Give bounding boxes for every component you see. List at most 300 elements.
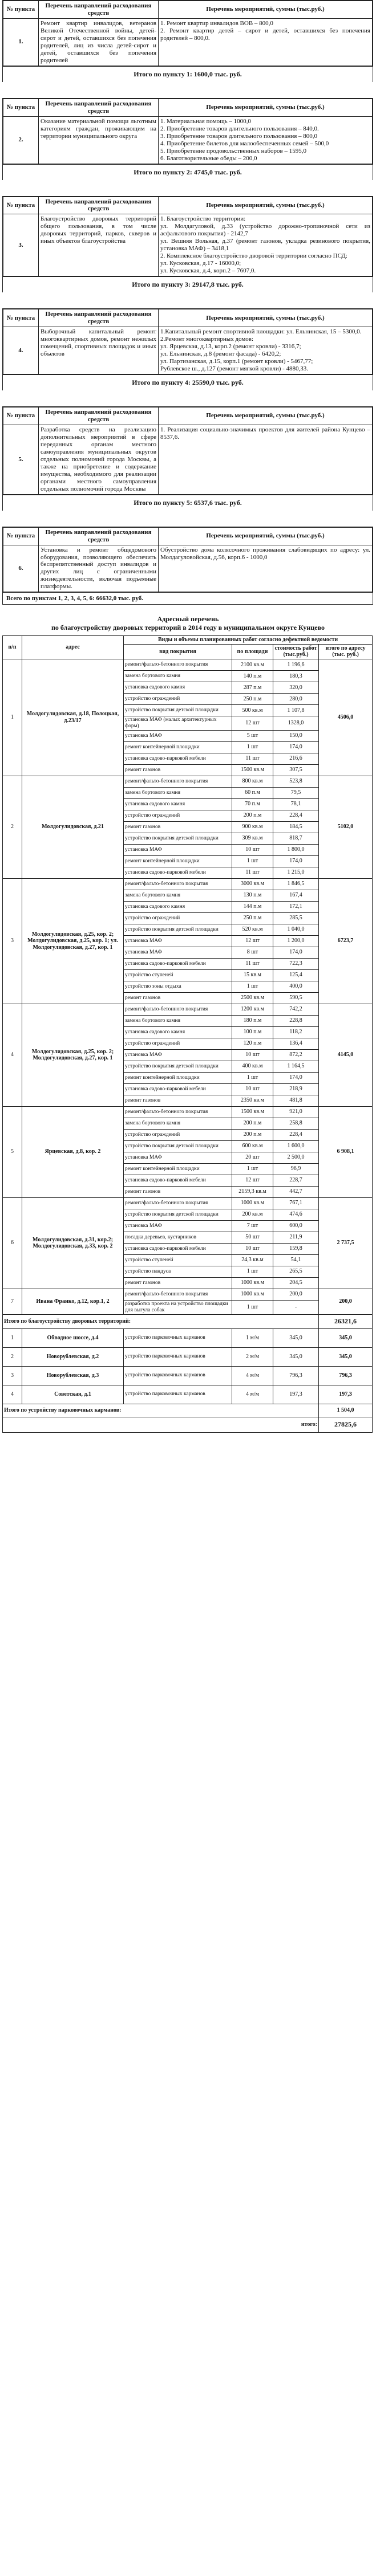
work-type: устройство ограждений — [124, 693, 232, 704]
work-qty: 11 шт — [232, 753, 273, 764]
work-cost: 150,0 — [273, 730, 319, 741]
work-qty: 15 кв.м — [232, 969, 273, 981]
work-cost: 228,7 — [273, 1175, 319, 1186]
work-qty: 10 шт — [232, 1049, 273, 1061]
work-type: устройство ограждений — [124, 912, 232, 924]
address-work-row — [3, 1197, 373, 1209]
parking-work: устройство парковочных карманов — [124, 1385, 232, 1404]
work-cost: 1 040,0 — [273, 924, 319, 935]
work-type: устройство покрытия детской площадки — [124, 704, 232, 716]
work-qty: 200 кв.м — [232, 1209, 273, 1220]
parking-row — [3, 1328, 373, 1347]
address-table — [2, 635, 373, 1432]
work-type: ремонт/фальто-бетонного покрытия — [124, 1197, 232, 1209]
col-group: Виды и объемы планированных работ согласно дефектной ведомости — [124, 636, 373, 645]
work-type: ремонт газонов — [124, 1095, 232, 1106]
address-title-line1: Адресный перечень — [157, 615, 219, 623]
measure-item: 2.Ремонт многоквартирных домов: — [160, 336, 254, 343]
row-total: 6723,7 — [319, 878, 373, 1004]
work-cost: 136,4 — [273, 1038, 319, 1049]
section-measures — [159, 18, 373, 66]
work-qty: 1 шт — [232, 981, 273, 992]
head-direction: Перечень направлений расходования средств — [39, 99, 159, 116]
work-qty: 2159,3 кв.м — [232, 1186, 273, 1197]
row-number: 7 — [3, 1289, 22, 1314]
section-measures — [159, 214, 373, 276]
parking-work: устройство парковочных карманов — [124, 1328, 232, 1347]
work-qty: 2100 кв.м — [232, 659, 273, 670]
work-type: ремонт/фальто-бетонного покрытия — [124, 1004, 232, 1015]
row-number: 6 — [3, 1197, 22, 1289]
head-no: № пункта — [3, 197, 39, 214]
measure-item: ул. Кусковская, д.17 - 16000,0; — [160, 260, 241, 267]
work-qty: 200 п.м — [232, 1129, 273, 1140]
measure-item: 4. Приобретение билетов для малообеспеченных семей – 500,0 — [160, 140, 329, 147]
work-cost: 174,0 — [273, 855, 319, 867]
address-work-row — [3, 1106, 373, 1118]
work-type: устройство ступеней — [124, 969, 232, 981]
head-no: № пункта — [3, 407, 39, 425]
row-total: 5102,0 — [319, 776, 373, 878]
work-cost: 474,6 — [273, 1209, 319, 1220]
work-qty: 520 кв.м — [232, 924, 273, 935]
work-type: устройство покрытия детской площадки — [124, 924, 232, 935]
work-type: устройство ограждений — [124, 810, 232, 821]
work-type: устройство ограждений — [124, 1038, 232, 1049]
work-cost: 216,6 — [273, 753, 319, 764]
section-measures — [159, 116, 373, 164]
work-qty: 10 шт — [232, 1083, 273, 1095]
section-measures — [159, 545, 373, 592]
measure-item: 1. Благоустройство территории: — [160, 215, 246, 223]
work-cost: - — [273, 1300, 319, 1314]
head-measures: Перечень мероприятий, суммы (тыс.руб.) — [159, 1, 373, 19]
work-qty: 3000 кв.м — [232, 878, 273, 890]
work-cost: 722,3 — [273, 958, 319, 969]
work-cost: 872,2 — [273, 1049, 319, 1061]
work-cost: 218,9 — [273, 1083, 319, 1095]
work-type: установка садового камня — [124, 1026, 232, 1038]
work-cost: 184,5 — [273, 821, 319, 833]
work-qty: 2350 кв.м — [232, 1095, 273, 1106]
parking-row — [3, 1385, 373, 1404]
work-cost: 523,8 — [273, 776, 319, 787]
work-type: установка МАФ — [124, 844, 232, 855]
work-qty: 8 шт — [232, 947, 273, 958]
work-type: устройство зоны отдыха — [124, 981, 232, 992]
parking-cost: 197,3 — [273, 1385, 319, 1404]
row-number: 4 — [3, 1004, 22, 1106]
row-total: 2 737,5 — [319, 1197, 373, 1289]
col-work: вид покрытия — [124, 644, 232, 659]
work-cost: 174,0 — [273, 947, 319, 958]
work-cost: 96,9 — [273, 1163, 319, 1175]
parking-total: 345,0 — [319, 1347, 373, 1366]
section-number: 3. — [3, 214, 39, 276]
head-no: № пункта — [3, 99, 39, 116]
work-type: установка садово-парковой мебели — [124, 1083, 232, 1095]
head-no: № пункта — [3, 527, 39, 545]
head-no: № пункта — [3, 309, 39, 327]
parking-total-value: 1 504,0 — [319, 1404, 373, 1417]
measure-item: 1. Материальная помощь – 1000,0 — [160, 117, 251, 125]
work-qty: 1 шт — [232, 1266, 273, 1277]
work-qty: 70 п.м — [232, 798, 273, 810]
measure-item: 6. Благотворительные обеды – 200,0 — [160, 154, 257, 162]
measure-item: ул. Молдагуловой, д.33 (устройство дорожно-тропиночной сети из асфальтового покрытия) - 2142,7 — [160, 223, 370, 238]
measure-item: 3. Приобретение товаров длительного пользования – 800,0 — [160, 132, 318, 140]
work-qty: 200 п.м — [232, 1118, 273, 1129]
work-type: ремонт/фальто-бетонного покрытия — [124, 1106, 232, 1118]
work-cost: 167,4 — [273, 890, 319, 901]
work-type: устройство покрытия детской площадки — [124, 833, 232, 844]
work-cost: 285,5 — [273, 912, 319, 924]
row-total: 6 908,1 — [319, 1106, 373, 1197]
work-qty: 180 п.м — [232, 1015, 273, 1026]
head-measures: Перечень мероприятий, суммы (тыс.руб.) — [159, 99, 373, 116]
work-type: ремонт/фальто-бетонного покрытия — [124, 1289, 232, 1300]
work-cost: 159,8 — [273, 1243, 319, 1254]
work-qty: 1500 кв.м — [232, 764, 273, 776]
work-type: ремонт газонов — [124, 764, 232, 776]
funding-section — [2, 406, 373, 511]
work-cost: 481,8 — [273, 1095, 319, 1106]
work-cost: 600,0 — [273, 1220, 319, 1232]
work-cost: 118,2 — [273, 1026, 319, 1038]
work-qty: 120 п.м — [232, 1038, 273, 1049]
section-gap — [0, 180, 376, 196]
work-cost: 1 600,0 — [273, 1140, 319, 1152]
grand-total-box — [2, 592, 373, 605]
work-type: замена бортового камня — [124, 890, 232, 901]
final-total-row — [3, 1417, 373, 1432]
section-direction: Установка и ремонт общедомового оборудования, позволяющего обеспечить беспрепятственный доступ инвалидов и других лиц с ограниченными жизнедеятельности, включая подъемные платформы. — [39, 545, 159, 592]
work-type: устройство ограждений — [124, 1129, 232, 1140]
work-type: ремонт/фальто-бетонного покрытия — [124, 878, 232, 890]
work-qty: 10 шт — [232, 844, 273, 855]
work-type: устройство покрытия детской площадки — [124, 1061, 232, 1072]
work-type: ремонт контейнерной площадки — [124, 1072, 232, 1083]
work-qty: 800 кв.м — [232, 776, 273, 787]
section-number: 2. — [3, 116, 39, 164]
work-qty: 11 шт — [232, 867, 273, 878]
work-cost: 125,4 — [273, 969, 319, 981]
work-qty: 12 шт — [232, 716, 273, 730]
parking-total: 796,3 — [319, 1366, 373, 1385]
work-type: замена бортового камня — [124, 1118, 232, 1129]
address-work-row — [3, 878, 373, 890]
col-no: п/п — [3, 636, 22, 659]
work-cost: 78,1 — [273, 798, 319, 810]
work-cost: 1 800,0 — [273, 844, 319, 855]
work-cost: 228,4 — [273, 810, 319, 821]
parking-qty: 1 м/м — [232, 1328, 273, 1347]
work-qty: 250 п.м — [232, 912, 273, 924]
work-cost: 54,1 — [273, 1254, 319, 1266]
work-qty: 1 шт — [232, 1300, 273, 1314]
section-measures — [159, 327, 373, 374]
row-address: Молдогулидовская, д.18, Полоцкая, д.23/17 — [22, 659, 124, 776]
work-type: ремонт контейнерной площадки — [124, 741, 232, 753]
measure-item: 1. Реализация социально-значимых проектов для жителей района Кунцево – 8537,6. — [160, 426, 370, 441]
work-type: установка МАФ — [124, 730, 232, 741]
row-address: Ивана Франко, д.12, кор.1, 2 — [22, 1289, 124, 1314]
measure-item: Рублевское ш., д.127 (ремонт мягкой кровли) - 4880,33. — [160, 365, 309, 372]
parking-number: 2 — [3, 1347, 22, 1366]
work-qty: 100 п.м — [232, 1026, 273, 1038]
parking-address: Советская, д.1 — [22, 1385, 124, 1404]
parking-qty: 4 м/м — [232, 1366, 273, 1385]
work-qty: 1 шт — [232, 855, 273, 867]
work-cost: 590,5 — [273, 992, 319, 1004]
work-cost: 265,5 — [273, 1266, 319, 1277]
head-direction: Перечень направлений расходования средств — [39, 309, 159, 327]
parking-row — [3, 1347, 373, 1366]
section-total: Итого по пункту 1: 1600,0 тыс. руб. — [3, 66, 373, 82]
work-type: устройство покрытия детской площадки — [124, 1140, 232, 1152]
work-qty: 50 шт — [232, 1232, 273, 1243]
work-qty: 600 кв.м — [232, 1140, 273, 1152]
work-cost: 921,0 — [273, 1106, 319, 1118]
parking-address: Обводное шоссе, д.4 — [22, 1328, 124, 1347]
work-qty: 130 п.м — [232, 890, 273, 901]
section-gap — [0, 82, 376, 98]
parking-qty: 4 м/м — [232, 1385, 273, 1404]
work-cost: 1328,0 — [273, 716, 319, 730]
work-cost: 1 164,5 — [273, 1061, 319, 1072]
work-cost: 280,0 — [273, 693, 319, 704]
work-cost: 400,0 — [273, 981, 319, 992]
work-cost: 442,7 — [273, 1186, 319, 1197]
work-qty: 1000 кв.м — [232, 1277, 273, 1289]
parking-total-row — [3, 1404, 373, 1417]
work-cost: 258,8 — [273, 1118, 319, 1129]
work-type: установка МАФ — [124, 1049, 232, 1061]
row-total: 200,0 — [319, 1289, 373, 1314]
work-qty: 1200 кв.м — [232, 1004, 273, 1015]
funding-section — [2, 0, 373, 82]
work-qty: 309 кв.м — [232, 833, 273, 844]
work-type: установка садово-парковой мебели — [124, 1243, 232, 1254]
work-qty: 900 кв.м — [232, 821, 273, 833]
work-qty: 200 п.м — [232, 810, 273, 821]
funding-section — [2, 196, 373, 293]
work-type: установка МАФ (малых архитектурных форм) — [124, 716, 232, 730]
measure-item: ул. Кусковская, д.4, корп.2 – 7607,0. — [160, 267, 256, 275]
head-measures: Перечень мероприятий, суммы (тыс.руб.) — [159, 407, 373, 425]
work-cost: 818,7 — [273, 833, 319, 844]
row-address: Ярцевская, д.8, кор. 2 — [22, 1106, 124, 1197]
work-qty: 1 шт — [232, 1163, 273, 1175]
parking-total-label: Итого по устройству парковочных карманов: — [3, 1404, 319, 1417]
section-total: Итого по пункту 5: 6537,6 тыс. руб. — [3, 495, 373, 511]
work-qty: 10 шт — [232, 1243, 273, 1254]
parking-number: 1 — [3, 1328, 22, 1347]
work-qty: 1 шт — [232, 741, 273, 753]
work-type: ремонт/фальто-бетонного покрытия — [124, 659, 232, 670]
grand-total: Всего по пунктам 1, 2, 3, 4, 5, 6: 66632,0 тыс. руб. — [6, 595, 143, 602]
col-address: адрес — [22, 636, 124, 659]
work-type: установка садово-парковой мебели — [124, 1175, 232, 1186]
work-type: установка МАФ — [124, 1152, 232, 1163]
section-total: Итого по пункту 4: 25590,0 тыс. руб. — [3, 374, 373, 390]
parking-total: 345,0 — [319, 1328, 373, 1347]
work-cost: 1 215,0 — [273, 867, 319, 878]
address-work-row — [3, 776, 373, 787]
work-type: замена бортового камня — [124, 670, 232, 682]
work-type: установка садового камня — [124, 798, 232, 810]
work-cost: 2 500,0 — [273, 1152, 319, 1163]
final-total-label: итого: — [3, 1417, 319, 1432]
row-address: Молдогулидовская, д.21 — [22, 776, 124, 878]
row-number: 2 — [3, 776, 22, 878]
row-address: Молдогулидовская, д.31, кор.2; Молдогулидовская, д.33, кор. 2 — [22, 1197, 124, 1289]
funding-section — [2, 98, 373, 180]
section-gap — [0, 511, 376, 527]
work-type: устройство пандуса — [124, 1266, 232, 1277]
address-work-row — [3, 1289, 373, 1300]
parking-cost: 796,3 — [273, 1366, 319, 1385]
work-qty: 12 шт — [232, 1175, 273, 1186]
head-no: № пункта — [3, 1, 39, 19]
measure-item: 5. Приобретение продовольственных наборов – 1595,0 — [160, 147, 306, 154]
work-qty: 12 шт — [232, 935, 273, 947]
subtotal-label: Итого по благоустройству дворовых территорий: — [3, 1314, 319, 1328]
address-title — [0, 615, 376, 632]
parking-row — [3, 1366, 373, 1385]
col-total: итого по адресу (тыс. руб.) — [319, 644, 373, 659]
work-cost: 320,0 — [273, 682, 319, 693]
row-number: 3 — [3, 878, 22, 1004]
work-qty: 2500 кв.м — [232, 992, 273, 1004]
section-number: 1. — [3, 18, 39, 66]
address-title-line2: по благоустройству дворовых территорий в 2014 году в муниципальном округе Кунцево — [51, 623, 325, 632]
parking-qty: 2 м/м — [232, 1347, 273, 1366]
work-qty: 7 шт — [232, 1220, 273, 1232]
measure-item: 2. Ремонт квартир детей – сирот и детей, оставшихся без попечения родителей – 800,0. — [160, 27, 370, 42]
work-qty: 24,3 кв.м — [232, 1254, 273, 1266]
parking-address: Новорублевская, д.3 — [22, 1366, 124, 1385]
section-total: Итого по пункту 3: 29147,8 тыс. руб. — [3, 276, 373, 292]
head-measures: Перечень мероприятий, суммы (тыс.руб.) — [159, 309, 373, 327]
work-cost: 180,3 — [273, 670, 319, 682]
address-work-row — [3, 659, 373, 670]
funding-section — [2, 308, 373, 390]
head-direction: Перечень направлений расходования средств — [39, 407, 159, 425]
funding-section — [2, 527, 373, 593]
section-number: 6. — [3, 545, 39, 592]
work-cost: 172,1 — [273, 901, 319, 912]
work-cost: 1 200,0 — [273, 935, 319, 947]
work-qty: 144 п.м — [232, 901, 273, 912]
section-total: Итого по пункту 2: 4745,0 тыс. руб. — [3, 164, 373, 180]
work-type: установка садово-парковой мебели — [124, 753, 232, 764]
head-direction: Перечень направлений расходования средств — [39, 527, 159, 545]
parking-work: устройство парковочных карманов — [124, 1347, 232, 1366]
work-cost: 204,5 — [273, 1277, 319, 1289]
work-type: установка МАФ — [124, 935, 232, 947]
section-gap — [0, 292, 376, 308]
row-total: 4506,0 — [319, 659, 373, 776]
section-direction: Разработка средств на реализацию дополнительных мероприятий в сфере переданных органам местного самоуправления муниципальных округов отдельных полномочий города Москвы, а также на приобретение и содержание имущества, необходимого для реализации органами местного самоуправления отдельных полномочий города Москвы — [39, 425, 159, 494]
section-number: 5. — [3, 425, 39, 494]
section-direction: Выборочный капитальный ремонт многоквартирных домов, ремонт нежилых помещений, спортивных площадок и иных объектов — [39, 327, 159, 374]
section-direction: Ремонт квартир инвалидов, ветеранов Великой Отечественной войны, детей-сирот и детей, оставшихся без попечения родителей, лиц из числа детей-сирот и детей, оставшихся без попечения родителей — [39, 18, 159, 66]
section-number: 4. — [3, 327, 39, 374]
parking-cost: 345,0 — [273, 1347, 319, 1366]
work-type: ремонт контейнерной площадки — [124, 855, 232, 867]
final-total-value: 27825,6 — [319, 1417, 373, 1432]
work-type: разработка проекта на устройство площадки для выгула собак — [124, 1300, 232, 1314]
row-number: 1 — [3, 659, 22, 776]
section-measures — [159, 425, 373, 494]
head-direction: Перечень направлений расходования средств — [39, 1, 159, 19]
work-qty: 11 шт — [232, 958, 273, 969]
work-type: ремонт газонов — [124, 1277, 232, 1289]
measure-item: 2. Комплексное благоустройство дворовой территории согласно ПСД: — [160, 252, 347, 260]
work-cost: 1 107,8 — [273, 704, 319, 716]
col-cost: стоимость работ (тыс.руб.) — [273, 644, 319, 659]
work-type: ремонт газонов — [124, 1186, 232, 1197]
work-qty: 1000 кв.м — [232, 1197, 273, 1209]
measure-item: ул. Партизанская, д.15, корп.1 (ремонт кровли) - 5467,77; — [160, 358, 313, 365]
subtotal-row — [3, 1314, 373, 1328]
work-type: замена бортового камня — [124, 787, 232, 798]
row-number: 5 — [3, 1106, 22, 1197]
work-type: ремонт газонов — [124, 992, 232, 1004]
subtotal-value: 26321,6 — [319, 1314, 373, 1328]
work-type: устройство ступеней — [124, 1254, 232, 1266]
measure-item: ул. Ярцевская, д.13, корп.2 (ремонт кровли) - 3316,7; — [160, 343, 301, 350]
work-cost: 1 196,6 — [273, 659, 319, 670]
work-qty: 60 п.м — [232, 787, 273, 798]
work-qty: 20 шт — [232, 1152, 273, 1163]
measure-item: 2. Приобретение товаров длительного пользования – 840,0. — [160, 125, 319, 132]
parking-work: устройство парковочных карманов — [124, 1366, 232, 1385]
work-cost: 211,9 — [273, 1232, 319, 1243]
work-type: установка МАФ — [124, 1220, 232, 1232]
measure-item: Обустройство дома колясочного проживания слабовидящих по адресу: ул. Молдагуловойская, д.56, корп.6 - 1000,0 — [160, 546, 370, 561]
parking-cost: 345,0 — [273, 1328, 319, 1347]
address-work-row — [3, 1004, 373, 1015]
col-qty: по площади — [232, 644, 273, 659]
work-cost: 228,4 — [273, 1129, 319, 1140]
work-qty: 1 шт — [232, 1072, 273, 1083]
row-address: Молдогулидовская, д.25, кор. 2; Молдогулидовская, д.27, кор. 1 — [22, 1004, 124, 1106]
head-measures: Перечень мероприятий, суммы (тыс.руб.) — [159, 527, 373, 545]
work-type: ремонт контейнерной площадки — [124, 1163, 232, 1175]
section-direction: Оказание материальной помощи льготным категориям граждан, проживающим на территории муниципального округа — [39, 116, 159, 164]
row-total: 4145,0 — [319, 1004, 373, 1106]
measure-item: 1.Капитальный ремонт спортивной площадки: ул. Ельнинская, 15 – 5300,0. — [160, 328, 362, 336]
work-type: посадка деревьев, кустарников — [124, 1232, 232, 1243]
work-qty: 140 п.м — [232, 670, 273, 682]
work-type: ремонт газонов — [124, 821, 232, 833]
section-gap — [0, 390, 376, 406]
work-cost: 174,0 — [273, 1072, 319, 1083]
work-type: устройство покрытия детской площадки — [124, 1209, 232, 1220]
head-measures: Перечень мероприятий, суммы (тыс.руб.) — [159, 197, 373, 214]
work-type: замена бортового камня — [124, 1015, 232, 1026]
work-cost: 79,5 — [273, 787, 319, 798]
work-type: установка садово-парковой мебели — [124, 958, 232, 969]
work-cost: 307,5 — [273, 764, 319, 776]
work-qty: 5 шт — [232, 730, 273, 741]
work-cost: 200,0 — [273, 1289, 319, 1300]
work-cost: 742,2 — [273, 1004, 319, 1015]
work-qty: 500 кв.м — [232, 704, 273, 716]
work-type: установка садового камня — [124, 901, 232, 912]
